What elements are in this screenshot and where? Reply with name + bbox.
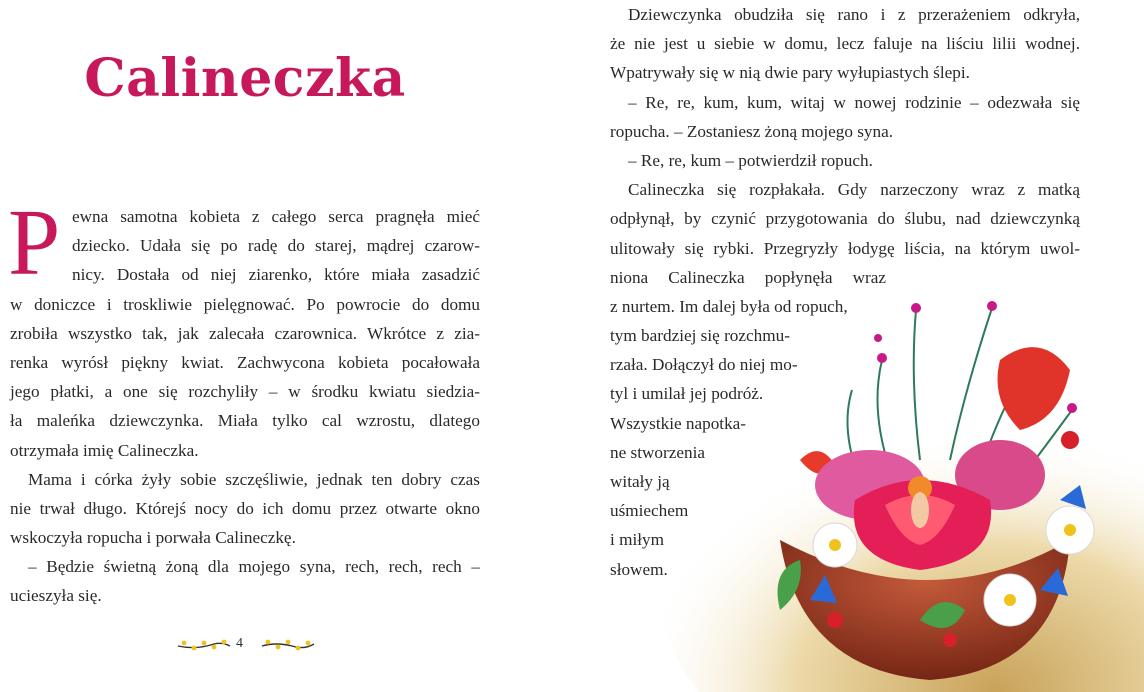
text-line: Dziewczynka obudziła się rano i z przerażeniem odkryła, xyxy=(628,5,1080,24)
text-line: ła maleńka dziewczynka. Miała tylko cal wzrostu, dlatego xyxy=(10,411,480,431)
vine-ornament-icon xyxy=(176,632,316,658)
text-line: tym bardziej się rozchmu- xyxy=(610,326,790,346)
text-line: z nurtem. Im dalej była od ropuch, xyxy=(610,296,848,316)
text-line: – Będzie świetną żoną dla mojego syna, rech, rech, rech – xyxy=(28,557,480,577)
text-line: Wpatrywały się w nią dwie pary wyłupiastych ślepi. xyxy=(610,63,970,83)
text-line: że nie jest u siebie w domu, lecz faluje na liściu lilii wodnej. xyxy=(610,34,1080,54)
text-line: i miłym xyxy=(610,530,664,550)
text-line: ewna samotna kobieta z całego serca pragnęła mieć xyxy=(72,207,480,226)
text-line: – Re, re, kum, kum, witaj w nowej rodzinie – odezwała się xyxy=(628,92,1080,112)
text-line: witały ją xyxy=(610,472,670,491)
text-line: renka wyrósł piękny kwiat. Zachwycona kobieta pocałowała xyxy=(10,352,480,372)
text-line: ropucha. – Zostaniesz żoną mojego syna. xyxy=(610,121,894,141)
text-line: – Re, re, kum – potwierdził ropuch. xyxy=(628,150,873,170)
text-line: otrzymała imię Calineczka. xyxy=(10,440,199,460)
text-line: nie trwał długo. Którejś nocy do ich domu przez otwarte okno xyxy=(10,498,480,518)
page-number: 4 xyxy=(236,636,243,651)
left-body-text xyxy=(10,202,480,611)
text-line: wskoczyła ropucha i porwała Calineczkę. xyxy=(10,528,296,548)
page-folio xyxy=(176,632,316,658)
text-line: tyl i umilał jej podróż. xyxy=(610,384,764,404)
text-line: Mama i córka żyły sobie szczęśliwie, jednak ten dobry czas xyxy=(28,469,480,489)
text-line: słowem. xyxy=(610,559,668,579)
text-line: ucieszyła się. xyxy=(10,586,102,606)
text-line: Calineczka się rozpłakała. Gdy narzeczony wraz z matką xyxy=(628,180,1080,200)
text-line: rzała. Dołączył do niej mo- xyxy=(610,355,798,375)
text-line: niona Calineczka popłynęła wraz xyxy=(610,267,886,287)
text-line: jego płatki, a one się rozchyliły – w środku kwiatu siedzia- xyxy=(10,382,480,402)
right-body-text xyxy=(610,0,1080,584)
text-line: uśmiechem xyxy=(610,501,689,521)
text-line: nicy. Dostała od niej ziarenko, które miała zasadzić xyxy=(72,265,480,285)
text-line: ne stworzenia xyxy=(610,442,705,462)
right-page xyxy=(572,0,1144,692)
text-line: odpłynął, by czynić przygotowania do ślubu, nad dziewczynką xyxy=(610,209,1080,229)
text-line: w doniczce i troskliwie pielęgnować. Po powrocie do domu xyxy=(10,294,480,314)
drop-cap: P xyxy=(8,191,61,295)
text-line: ulitowały się rybki. Przegryzły łodygę liścia, na którym uwol- xyxy=(610,238,1080,258)
story-title: Calineczka xyxy=(84,48,406,109)
text-line: zrobiła wszystko tak, jak zalecała czarownica. Wkrótce z zia- xyxy=(10,323,480,343)
text-line: dziecko. Udała się po radę do starej, mądrej czarow- xyxy=(72,236,480,256)
text-line: Wszystkie napotka- xyxy=(610,413,747,433)
